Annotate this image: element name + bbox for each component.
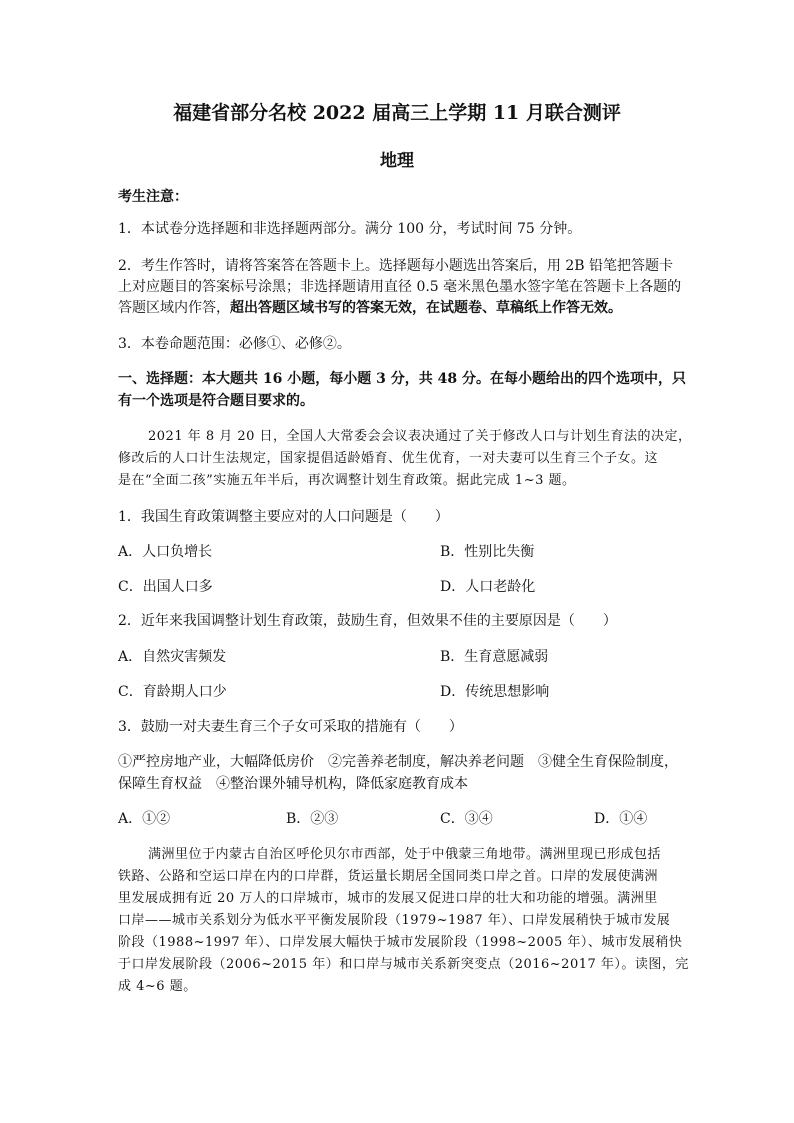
notice-heading: 考生注意： [118,189,188,205]
notice-item-2: 2．考生作答时，请将答案答在答题卡上。选择题每小题选出答案后，用 2B 铅笔把答题卡 [118,258,674,274]
passage2-line4: 口岸——城市关系划分为低水平平衡发展阶段（1979~1987 年）、口岸发展稍快于城市发展 [118,913,671,928]
subject-title: 地理 [380,151,414,171]
question-2-stem: 2．近年来我国调整计划生育政策，鼓励生育，但效果不佳的主要原因是（ ） [118,613,617,629]
question-3-option-d: D．①④ [594,811,648,827]
notice-item-1: 1．本试卷分选择题和非选择题两部分。满分 100 分，考试时间 75 分钟。 [118,221,582,237]
question-1-stem: 1．我国生育政策调整主要应对的人口问题是（ ） [118,509,449,525]
passage2-line2: 铁路、公路和空运口岸在内的口岸群，货运量长期居全国同类口岸之首。口岸的发展使满洲 [118,869,659,884]
question-3-statements-line2: 保障生育权益 ④整治课外辅导机构，降低家庭教育成本 [118,776,468,792]
passage1-line1: 2021 年 8 月 20 日，全国人大常委会会议表决通过了关于修改人口与计划生育法的决定， [148,429,692,444]
notice-item-2-end [118,297,622,319]
question-1-option-d: D．人口老龄化 [440,579,536,595]
notice-item-2-end-plain: 答题区域内作答， [118,300,230,316]
passage1-line2: 修改后的人口计生法规定，国家提倡适龄婚育、优生优育，一对夫妻可以生育三个子女。这 [118,451,659,466]
passage2-line6: 于口岸发展阶段（2006~2015 年）和口岸与城市关系新突变点（2016~2017 年）。读图，完 [118,957,689,972]
passage2-line5: 阶段（1988~1997 年）、口岸发展大幅快于城市发展阶段（1998~2005 年）、城市发展稍快 [118,935,683,950]
passage2-line1: 满洲里位于内蒙古自治区呼伦贝尔市西部，处于中俄蒙三角地带。满洲里现已形成包括 [148,847,662,862]
question-3-statements-line1: ①严控房地产业，大幅降低房价 ②完善养老制度，解决养老问题 ③健全生育保险制度， [118,754,678,770]
section1-heading-line1: 一、选择题：本大题共 16 小题，每小题 3 分，共 48 分。在每小题给出的四个选项中，只 [118,371,686,387]
question-3-stem: 3．鼓励一对夫妻生育三个子女可采取的措施有（ ） [118,719,463,735]
question-2-option-c: C．育龄期人口少 [118,684,227,700]
passage1-line3: 是在“全面二孩”实施五年半后，再次调整计划生育政策。据此完成 1~3 题。 [118,473,576,488]
notice-item-2-end-bold: 超出答题区域书写的答案无效，在试题卷、草稿纸上作答无效。 [230,300,622,316]
question-2-option-b: B．生育意愿减弱 [440,649,549,665]
passage2-line7: 成 4~6 题。 [118,979,197,994]
notice-item-3: 3．本卷命题范围：必修①、必修②。 [118,336,351,352]
section1-heading-line2: 有一个选项是符合题目要求的。 [118,393,314,409]
question-3-option-a: A．①② [118,811,171,827]
exam-title: 福建省部分名校 2022 届高三上学期 11 月联合测评 [173,102,621,124]
question-2-option-a: A．自然灾害频发 [118,649,227,665]
question-1-option-c: C．出国人口多 [118,579,213,595]
question-1-option-a: A．人口负增长 [118,544,213,560]
passage2-line3: 里发展成拥有近 20 万人的口岸城市，城市的发展又促进口岸的壮大和功能的增强。满洲里 [118,891,658,906]
question-3-option-b: B．②③ [286,811,339,827]
question-2-option-d: D．传统思想影响 [440,684,550,700]
question-1-option-b: B．性别比失衡 [440,544,535,560]
question-3-option-c: C．③④ [440,811,493,827]
notice-item-2-cont: 上对应题目的答案标号涂黑；非选择题请用直径 0.5 毫米黑色墨水签字笔在答题卡上各题的 [118,279,682,295]
